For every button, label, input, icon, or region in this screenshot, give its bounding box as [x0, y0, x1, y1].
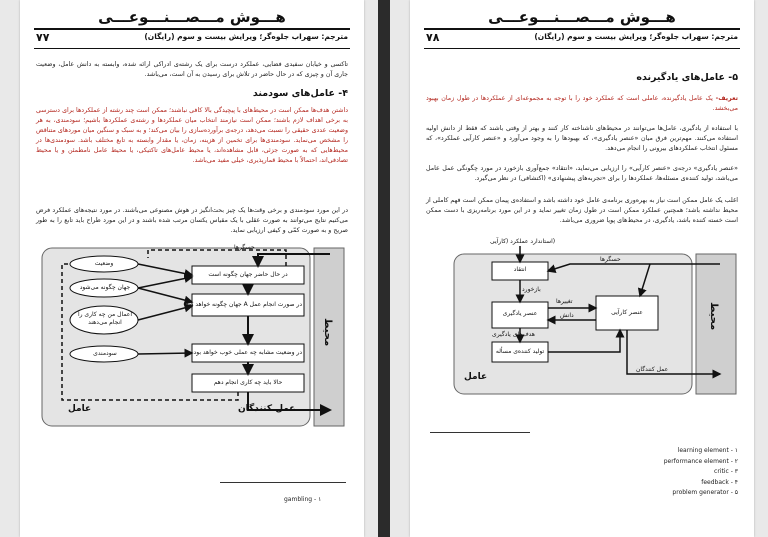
book-gutter — [378, 0, 390, 537]
utility-paragraph-2: در این مورد سودمندی و برخی وقت‌ها یک چیز بحث‌انگیز در هوش مصنوعی می‌باشند. در مورد نتیجه‌های عملکرد فرض می‌کنیم نتایج می‌توانند به صورت عقلی با یک مقیاس یکسان مرتب شده باشند و در این مورد طراح باید تابع را به طور صریح و به صورت کمّی و کیفی ارزیابی نماید. — [36, 207, 348, 234]
footnote-rule — [220, 482, 346, 483]
feedback-label: بازخورد — [522, 286, 541, 293]
agent-label: عامل — [464, 372, 488, 382]
learning-paragraph-2: «عنصر یادگیری» درجه‌ی «عنصر کارآیی» را ارزیابی می‌نماید، «انتقاد» جمع‌آوری بازخورد در مورد چگونگی عمل عامل می‌باشد، تولید کننده‌ی مسئله‌ها، عملکردها را برای «تجربه‌های پیشنهادی» (اکتشافی) در نظر می‌گیرد. — [426, 165, 738, 182]
world-evolves-label: جهان چگونه می‌شود — [79, 284, 131, 291]
footnote-4: feedback - ۴ — [701, 478, 738, 486]
footnote: gambling - ۱ — [284, 496, 322, 503]
book-title: هـــوش مـــصـــنـــوعـــی — [98, 8, 286, 26]
sensors-label: حسگرها — [600, 256, 621, 263]
learning-goals-label: هدف‌های یادگیری — [492, 331, 535, 338]
problem-generator-box: تولید کننده‌ی مسأله — [495, 348, 545, 355]
actuators-label: عمل کنندگان — [238, 404, 296, 414]
environment-label: محیط — [322, 318, 333, 347]
performance-element-box: عنصر کارآیی — [611, 309, 643, 316]
definition-paragraph — [426, 94, 738, 114]
learning-agent-diagram — [450, 238, 740, 398]
page-78 — [410, 0, 754, 537]
learning-paragraph-3: اغلب یک عامل ممکن است نیاز به بهره‌وری برنامه‌ی عامل خود داشته باشد و استفاده‌ی پیمان ممکن است فهم کاملی از محیط نداشته باشد؛ همچنین عملکرد ممکن است در طول زمان تغییر نماید و در این مورد برنامه‌ریزی با دست ممکن است خسته کننده باشد، یادگیری، در محیط‌های پویا ضروری می‌باشد. — [426, 197, 738, 224]
header-rule-bottom — [424, 48, 740, 49]
world-if-action-box: در صورت انجام عمل A جهان چگونه خواهد بود — [186, 301, 302, 308]
changes-label: تغییرها — [556, 298, 573, 305]
footnote-1: learning element - ۱ — [677, 447, 738, 454]
footnote-3: critic - ۳ — [714, 468, 738, 475]
sensors-label: حسگرها — [234, 244, 255, 251]
header-rule — [424, 28, 740, 30]
book-title: هـــوش مـــصـــنـــوعـــی — [488, 8, 676, 26]
header-rule-bottom — [34, 48, 350, 49]
current-world-box: در حال حاضر جهان چگونه است — [208, 271, 288, 278]
learning-element-box: عنصر یادگیری — [502, 310, 538, 317]
state-label: وضعیت — [94, 260, 114, 267]
footnote-rule — [430, 432, 530, 433]
section-heading: ۵- عامل‌های یادگیرنده — [636, 72, 738, 83]
environment-label: محیط — [708, 302, 719, 331]
utility-agent-diagram — [38, 244, 348, 430]
page-77 — [20, 0, 364, 537]
learning-paragraph-1: با استفاده از یادگیری، عامل‌ها می‌توانند در محیط‌های ناشناخته کار کنند و بهتر از وقتی باشند که فقط از دانش اولیه استفاده می‌کنند. مهم‌ترین فرق میان «عنصر یادگیری»، که بهبودها را به وجود می‌آورد و «عنصر کارآیی عملکرد»، که مسئول انتخاب عملکردهای بیرونی را انجام می‌دهد. — [426, 125, 738, 152]
performance-standard-label: (استاندارد عملکرد (کارآیی — [490, 238, 556, 245]
knowledge-label: دانش — [560, 312, 574, 319]
page-number: ۷۷ — [36, 31, 50, 44]
footnotes — [654, 446, 738, 499]
actuators-label: عمل کنندگان — [636, 366, 669, 373]
footnote-2: performance element - ۲ — [663, 457, 738, 465]
footnote-5: problem generator - ۵ — [672, 489, 738, 496]
header-subtitle: مترجم: سهراب جلوه‌گر؛ ویرایش بیست و سوم (رایگان) — [534, 32, 738, 41]
action-effects-label: اعمال من چه کاری را انجام می‌دهند — [77, 311, 133, 326]
section-heading: ۴- عامل‌های سودمند — [252, 88, 348, 99]
agent-label: عامل — [68, 404, 92, 414]
utility-label: سودمندی — [93, 350, 117, 357]
good-action-box: در وضعیت مشابه چه عملی خوب خواهد بود — [193, 349, 302, 356]
definition-label: تعریف- — [712, 95, 738, 102]
intro-paragraph: تاکسی و خیابان سفیدی فضایی، عملکرد درست برای یک رشته‌ی ادراکی ارائه شده، وابسته به دانش عامل، وضعیت جاری آن و چیزی که در حال حاضر در تلاش برای رسیدن به آن است، می‌باشد. — [36, 61, 348, 78]
header-rule — [34, 28, 350, 30]
critic-box: انتقاد — [513, 266, 527, 273]
next-action-box: حالا باید چه کاری انجام دهم — [213, 379, 283, 386]
definition-text: یک عامل یادگیرنده، عاملی است که عملکرد خود را با توجه به مجموعه‌ای از عملکردها در طول زمان بهبود می‌بخشد. — [426, 95, 738, 112]
header-subtitle: مترجم: سهراب جلوه‌گر؛ ویرایش بیست و سوم (رایگان) — [144, 32, 348, 41]
page-number: ۷۸ — [426, 31, 440, 44]
utility-paragraph: داشتن هدف‌ها ممکن است در محیط‌های با پیچیدگی بالا کافی نباشند؛ ممکن است چند رشته از عملکردها برای دسترسی به برخی اهداف لازم باشند؛ ممکن است نیازمند انتخاب میان عملکردها و رشته‌ی عملکردها باشیم؛ سودمندی، به هر وضعیت عددی حقیقی را نسبت می‌دهد، درجه‌ی برآورده‌سازی را بیان می‌کند؛ و به سبک و سنگین میان موردهای متناقض را مشخص می‌نماید. سودمندی‌ها برای تخمین از هزینه، زمان، یا مقدار وابسته به تابع مختلف باشد. سودمندی‌ها در محیط‌هایی که به صورت جزئی، قابل مشاهده‌اند، یا محیط عامل‌های تاکتیکی، یا محیط عامل نامطمئن و یا محیط تصادفی‌اند، احتمالاً با محیط قمارپذیری، خیلی مفید می‌باشد. — [36, 107, 348, 164]
